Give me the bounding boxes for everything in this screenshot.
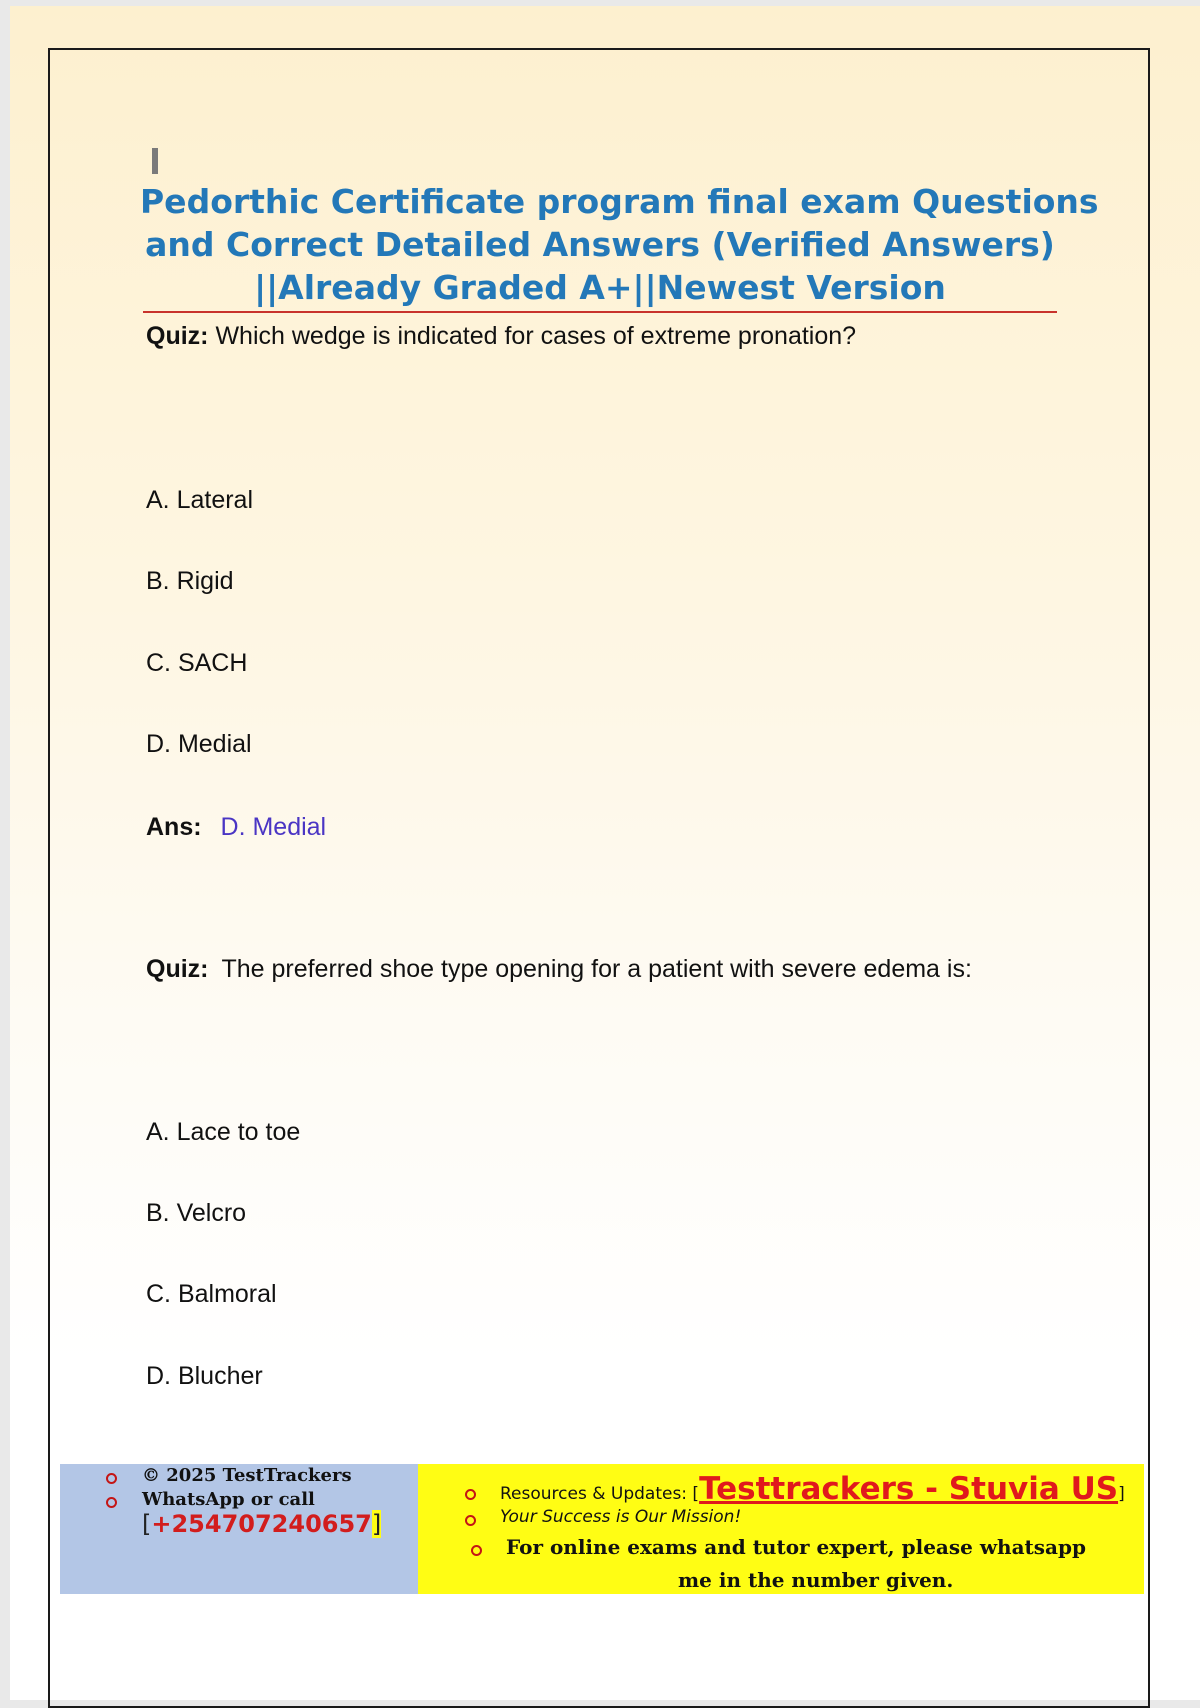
- title-line-2: and Correct Detailed Answers (Verified Answers): [145, 225, 1055, 264]
- footer-online-line-1: For online exams and tutor expert, please whatsapp: [506, 1535, 1086, 1559]
- quiz2-label: Quiz:: [146, 955, 209, 983]
- quiz2-option-a: A. Lace to toe: [146, 1118, 301, 1146]
- quiz2-option-b: B. Velcro: [146, 1199, 247, 1227]
- footer-copyright: © 2025 TestTrackers: [142, 1465, 352, 1486]
- quiz2-question: The preferred shoe type opening for a patient with severe edema is:: [221, 955, 972, 983]
- bullet-icon: [106, 1473, 117, 1484]
- quiz2-option-c: C. Balmoral: [146, 1280, 277, 1308]
- footer-resources: [500, 1471, 1125, 1507]
- footer-online-line-2: me in the number given.: [678, 1568, 954, 1592]
- text-cursor-icon: [152, 148, 158, 174]
- footer-mission: Your Success is Our Mission!: [500, 1507, 742, 1527]
- resources-close: ]: [1118, 1484, 1125, 1504]
- phone-bracket-open: [: [142, 1510, 152, 1538]
- quiz1-answer: D. Medial: [220, 813, 327, 841]
- quiz1-answer-row: [146, 813, 326, 842]
- bullet-icon: [465, 1489, 476, 1500]
- quiz1-question-row: [146, 322, 856, 351]
- bullet-icon: [106, 1497, 117, 1508]
- document-title: [140, 180, 1099, 309]
- footer-whatsapp-label: WhatsApp or call: [142, 1489, 315, 1510]
- stuvia-link[interactable]: Testtrackers - Stuvia US: [699, 1471, 1119, 1507]
- quiz2-question-row: [146, 955, 972, 984]
- bullet-icon: [465, 1515, 476, 1526]
- quiz1-option-b: B. Rigid: [146, 567, 234, 595]
- bullet-icon: [471, 1545, 482, 1556]
- quiz1-question: Which wedge is indicated for cases of extreme pronation?: [215, 322, 857, 350]
- title-divider: [143, 311, 1057, 313]
- quiz1-label: Quiz:: [146, 322, 209, 350]
- quiz1-option-a: A. Lateral: [146, 486, 254, 514]
- quiz1-option-d: D. Medial: [146, 730, 252, 758]
- phone-bracket-close: ]: [371, 1510, 382, 1538]
- quiz2-option-d: D. Blucher: [146, 1362, 263, 1390]
- phone-number: +254707240657: [151, 1510, 372, 1538]
- footer-phone: [142, 1510, 381, 1538]
- quiz1-answer-label: Ans:: [146, 813, 202, 841]
- title-line-3: ||Already Graded A+||Newest Version: [254, 268, 946, 307]
- title-line-1: Pedorthic Certificate program final exam Questions: [140, 182, 1099, 221]
- resources-label: Resources & Updates: [: [500, 1484, 700, 1504]
- quiz1-option-c: C. SACH: [146, 649, 248, 677]
